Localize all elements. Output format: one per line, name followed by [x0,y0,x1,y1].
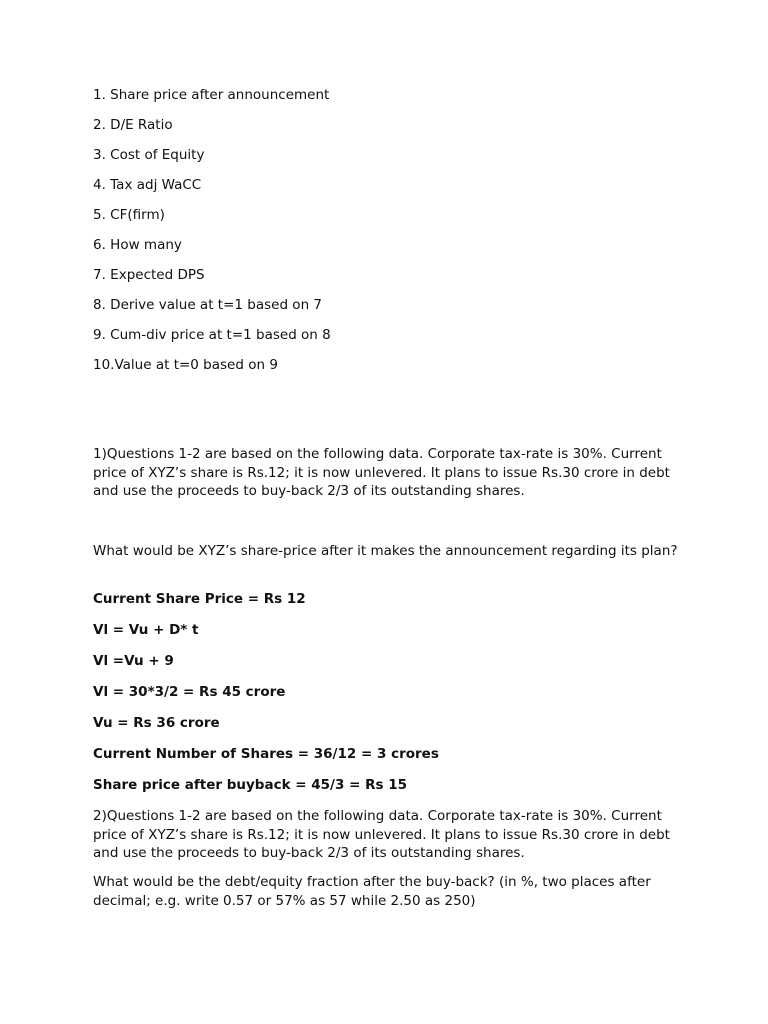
solution-line: Vl = Vu + D* t [93,622,199,638]
question-2-text: What would be the debt/equity fraction after the buy-back? (in %, two places after decimal; e.g. write 0.57 or 57% as 57 while 2.50 as 250) [93,874,651,909]
solution-line: Vl = 30*3/2 = Rs 45 crore [93,684,286,700]
outline-item: 3. Cost of Equity [93,147,205,163]
outline-item: 1. Share price after announcement [93,87,330,103]
solution-line: Current Share Price = Rs 12 [93,591,306,607]
question-2-intro: 2)Questions 1-2 are based on the following data. Corporate tax-rate is 30%. Current price of XYZ’s share is Rs.12; it is now unlevered. It plans to issue Rs.30 crore in debt and use the proceeds to buy-back 2/3 of its outstanding shares. [93,808,670,861]
outline-item: 6. How many [93,237,182,253]
outline-item: 5. CF(firm) [93,207,165,223]
solution-line: Share price after buyback = 45/3 = Rs 15 [93,777,407,793]
outline-item: 4. Tax adj WaCC [93,177,202,193]
outline-item: 7. Expected DPS [93,267,205,283]
solution-line: Vl =Vu + 9 [93,653,174,669]
question-1-text: What would be XYZ’s share-price after it makes the announcement regarding its plan? [93,543,678,559]
solution-line: Current Number of Shares = 36/12 = 3 crores [93,746,439,762]
outline-item: 2. D/E Ratio [93,117,173,133]
solution-line: Vu = Rs 36 crore [93,715,220,731]
question-1-intro: 1)Questions 1-2 are based on the following data. Corporate tax-rate is 30%. Current price of XYZ’s share is Rs.12; it is now unlevered. It plans to issue Rs.30 crore in debt and use the proceeds to buy-back 2/3 of its outstanding shares. [93,446,670,499]
outline-item: 8. Derive value at t=1 based on 7 [93,297,323,313]
outline-list [93,86,331,386]
outline-item: 9. Cum-div price at t=1 based on 8 [93,327,331,343]
outline-item: 10.Value at t=0 based on 9 [93,357,278,373]
